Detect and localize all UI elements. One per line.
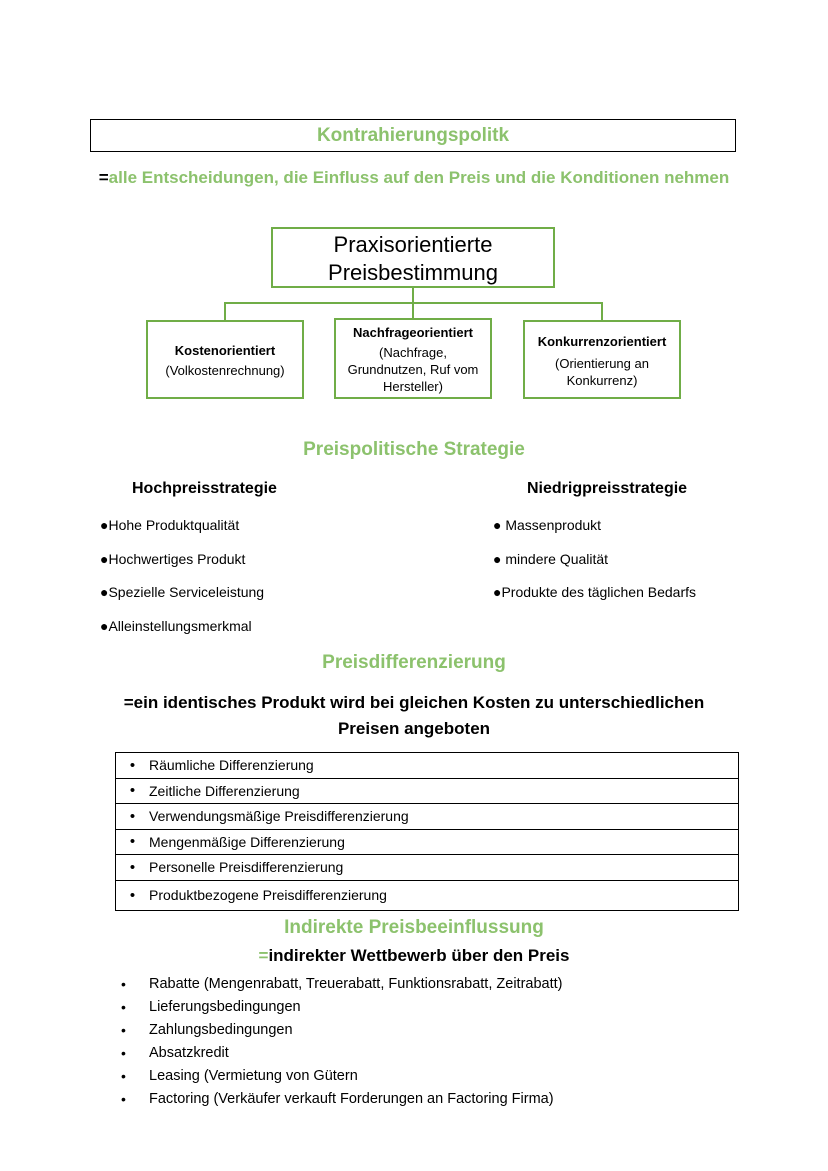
table-row — [116, 779, 738, 805]
list-item: ●Alleinstellungsmerkmal — [100, 618, 252, 634]
node-detail-line1: (Orientierung an — [555, 356, 649, 371]
row-label: Zeitliche Differenzierung — [149, 782, 300, 799]
indirekt-list — [121, 973, 562, 1111]
list-item: ●Produkte des täglichen Bedarfs — [493, 584, 697, 600]
diagram-node-konkurrenz — [523, 320, 681, 399]
bullet: • — [121, 999, 126, 1015]
table-row — [116, 830, 738, 856]
section-title-strategie: Preispolitische Strategie — [303, 439, 525, 460]
connector-right — [601, 302, 603, 320]
list-item — [121, 1019, 562, 1042]
node-detail-line3: Hersteller) — [383, 379, 443, 394]
bullet: • — [129, 782, 136, 800]
node-detail: (Volkostenrechnung) — [165, 363, 285, 378]
list-item-text: Factoring (Verkäufer verkauft Forderungen an Factoring Firma) — [149, 1091, 554, 1107]
row-label: Verwendungsmäßige Preisdifferenzierung — [149, 808, 409, 825]
node-detail-line2: Konkurrenz) — [566, 373, 638, 388]
indirekt-definition — [0, 946, 828, 966]
diagram-root-line2: Preisbestimmung — [328, 260, 498, 285]
list-item — [121, 1065, 562, 1088]
page-title: Kontrahierungspolitk — [90, 119, 736, 152]
connector-root-down — [412, 288, 414, 303]
table-row — [116, 753, 738, 779]
connector-middle — [412, 302, 414, 318]
section-title-indirekt: Indirekte Preisbeeinflussung — [284, 917, 544, 938]
bullet: • — [129, 807, 136, 825]
node-detail-line2: Grundnutzen, Ruf vom — [347, 362, 479, 377]
bullet: • — [121, 1045, 126, 1061]
node-heading: Konkurrenzorientiert — [537, 334, 667, 349]
definition-equals: = — [258, 946, 269, 965]
list-item — [121, 973, 562, 996]
row-label: Produktbezogene Preisdifferenzierung — [149, 887, 387, 903]
title-definition — [0, 168, 828, 188]
definition-line1: =ein identisches Produkt wird bei gleichen Kosten zu unterschiedlichen — [123, 693, 705, 712]
heading-hochpreis: Hochpreisstrategie — [132, 480, 277, 497]
list-item-text: Lieferungsbedingungen — [149, 999, 301, 1015]
list-item: ●Spezielle Serviceleistung — [100, 584, 265, 600]
bullet: • — [129, 886, 136, 904]
row-label: Mengenmäßige Differenzierung — [149, 833, 345, 850]
diagram-node-nachfrage — [334, 318, 492, 399]
diagram-node-kosten — [146, 320, 304, 399]
node-heading: Kostenorientiert — [174, 343, 276, 358]
bullet: • — [129, 833, 136, 851]
list-item: ● mindere Qualität — [493, 551, 609, 567]
list-item — [121, 996, 562, 1019]
list-item — [121, 1042, 562, 1065]
list-item: ● Massenprodukt — [493, 517, 602, 533]
row-label: Personelle Preisdifferenzierung — [149, 859, 344, 876]
bullet: • — [121, 1068, 126, 1084]
row-label: Räumliche Differenzierung — [149, 757, 314, 774]
definition-line2: Preisen angeboten — [337, 719, 491, 738]
list-item-text: Rabatte (Mengenrabatt, Treuerabatt, Funktionsrabatt, Zeitrabatt) — [149, 976, 563, 992]
bullet: • — [121, 1022, 126, 1038]
table-row — [116, 881, 738, 910]
node-heading: Nachfrageorientiert — [353, 325, 473, 340]
node-detail-line1: (Nachfrage, — [379, 345, 447, 360]
list-item: ●Hohe Produktqualität — [100, 517, 240, 533]
table-row — [116, 804, 738, 830]
bullet: • — [121, 1091, 126, 1107]
definition-text: alle Entscheidungen, die Einfluss auf den Preis und die Konditionen nehmen — [108, 168, 730, 187]
list-item-text: Zahlungsbedingungen — [149, 1022, 293, 1038]
differenzierung-table — [115, 752, 739, 911]
bullet: • — [129, 756, 136, 774]
bullet: • — [129, 858, 136, 876]
list-item: ●Hochwertiges Produkt — [100, 551, 246, 567]
heading-niedrigpreis: Niedrigpreisstrategie — [527, 480, 688, 497]
table-row — [116, 855, 738, 881]
connector-left — [224, 302, 226, 320]
diagram-root-line1: Praxisorientierte — [333, 232, 493, 257]
definition-text: indirekter Wettbewerb über den Preis — [268, 946, 570, 965]
section-title-differenzierung: Preisdifferenzierung — [322, 652, 506, 673]
list-item — [121, 1088, 562, 1111]
list-item-text: Leasing (Vermietung von Gütern — [149, 1068, 358, 1084]
diagram-root — [271, 227, 555, 288]
definition-equals: = — [98, 168, 109, 187]
bullet: • — [121, 976, 126, 992]
differenzierung-definition — [0, 690, 828, 742]
list-item-text: Absatzkredit — [149, 1045, 229, 1061]
